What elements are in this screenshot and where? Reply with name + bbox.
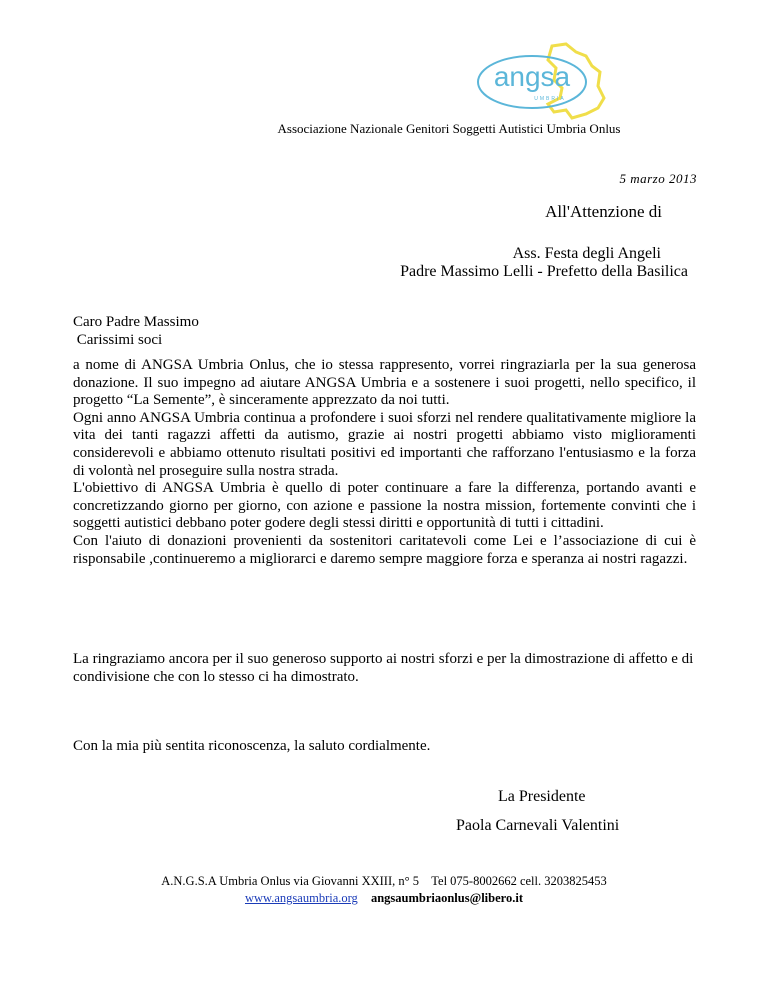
body-paragraph-3: L'obiettivo di ANGSA Umbria è quello di poter continuare a fare la differenza, portando avanti e concretizzando giorno per giorno, con azione e passione la nostra mission, fortemente convinti che i soggetti autistici debbano poter godere degli stessi diritti e opportunità di tutti i cittadini.: [73, 480, 696, 532]
body-paragraph-4: Con l'aiuto di donazioni provenienti da sostenitori caritatevoli come Lei e l’associazione di cui è risponsabile ,continueremo a migliorarci e daremo sempre maggiore forza e speranza ai nostri ragazzi.: [73, 532, 696, 567]
website-link[interactable]: www.angsaumbria.org: [244, 891, 358, 905]
attention-line: All'Attenzione di: [545, 202, 662, 221]
body-paragraph-2: Ogni anno ANGSA Umbria continua a profondere i suoi sforzi nel rendere qualitativamente migliore la vita dei tanti ragazzi affetti da autismo, grazie ai nostri progetti abbiamo visto miglioramenti considerevoli e abbiamo ottenuto risultati positivi ed importanti che rafforzano l'entusiasmo e la forza di volontà nel proseguire sulla nostra strada.: [73, 409, 696, 479]
signature-title: La Presidente: [498, 788, 586, 805]
letter-date: 5 marzo 2013: [619, 171, 697, 186]
email-address: angsaumbriaonlus@libero.it: [370, 891, 523, 905]
angsa-logo: [474, 42, 634, 124]
logo-brand-text: angsa: [493, 61, 571, 92]
thanks-paragraph: La ringraziamo ancora per il suo generoso supporto ai nostri sforzi e per la dimostrazione di affetto e di condivisione che con lo stesso ci ha dimostrato.: [73, 651, 694, 685]
logo-sub-text: UMBRIA: [534, 96, 566, 102]
salutation-line-2: Carissimi soci: [73, 332, 163, 348]
footer-address: A.N.G.S.A Umbria Onlus via Giovanni XXIII, n° 5 Tel 075-8002662 cell. 3203825453: [161, 874, 607, 888]
recipient-line-1: Ass. Festa degli Angeli: [512, 245, 661, 262]
footer-contacts: [0, 891, 768, 906]
organization-name: Associazione Nazionale Genitori Soggetti Autistici Umbria Onlus: [277, 121, 621, 136]
recipient-line-2: Padre Massimo Lelli - Prefetto della Basilica: [400, 263, 688, 280]
salutation: [73, 313, 199, 349]
letter-body: [73, 357, 696, 568]
body-paragraph-1: a nome di ANGSA Umbria Onlus, che io stessa rappresento, vorrei ringraziarla per la sua generosa donazione. Il suo impegno ad aiutare ANGSA Umbria e a sostenere i suoi progetti, nello specifico, il progetto “La Semente”, è sinceramente apprezzato da noi tutti.: [73, 357, 696, 409]
closing-line: Con la mia più sentita riconoscenza, la saluto cordialmente.: [73, 738, 431, 754]
salutation-line-1: Caro Padre Massimo: [73, 314, 199, 330]
umbria-region-icon: [474, 42, 634, 124]
signature-name: Paola Carnevali Valentini: [456, 817, 620, 834]
